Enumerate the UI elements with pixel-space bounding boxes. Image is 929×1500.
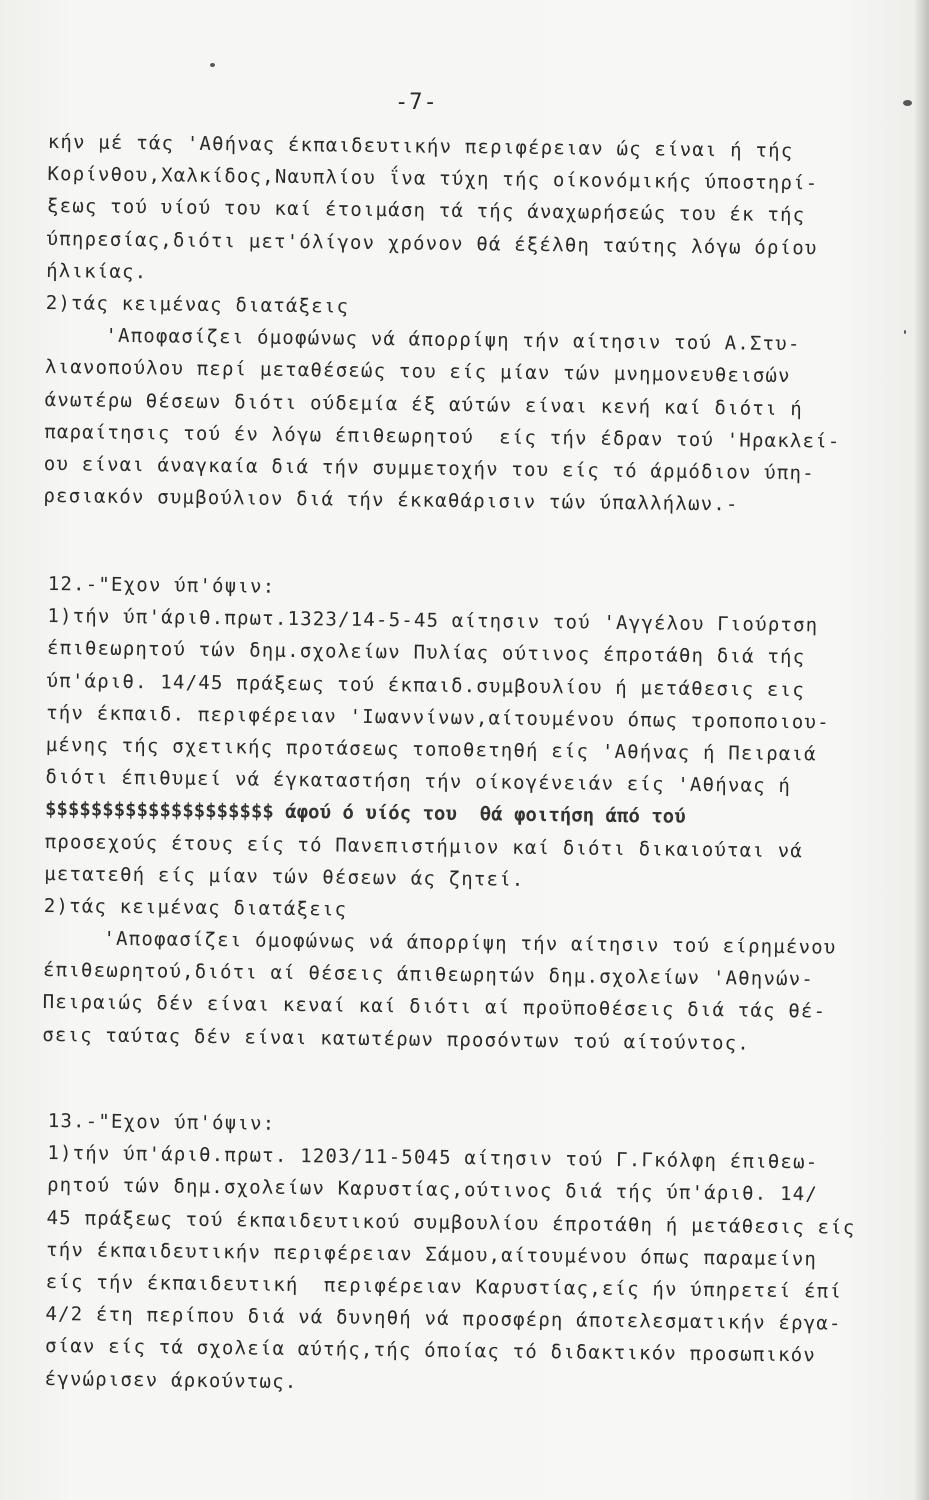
speck — [210, 63, 215, 67]
speck — [904, 330, 906, 334]
text-line: προσεχούς έτους είς τό Πανεπιστήμιον καί διότι δικαιούται νά — [44, 830, 804, 862]
text-line: $$$$$$$$$$$$$$$$$$$$ άφού ό υίός του θά φοιτήση άπό τού — [44, 798, 686, 829]
page-number: -7- — [395, 90, 438, 115]
text-line: σεις ταύτας δέν είναι κατωτέρων προσόντων τού αίτούντος. — [42, 1023, 751, 1055]
text-line: 'Αποφασίζει όμοφώνως νά άπορρίψη τήν αίτησιν τού Α.Στυ- — [105, 324, 801, 356]
text-line: 'Αποφασίζει όμοφώνως νά άπορρίψη τήν αίτησιν τού είρημένου — [103, 927, 837, 959]
text-line: μετατεθή είς μίαν τών θέσεων άς ζητεί. — [44, 862, 525, 891]
text-line: 2)τάς κειμένας διατάξεις — [45, 291, 350, 318]
text-line: λιανοπούλου περί μεταθέσεώς του είς μίαν τών μνημονευθεισών — [44, 356, 791, 388]
text-line: 2)τάς κειμένας διατάξεις — [43, 894, 348, 921]
page-edge-shadow — [915, 0, 929, 1500]
text-block-1 — [43, 126, 888, 522]
text-line: έπιθεωρητού,διότι αί θέσεις άπιθεωρητών δημ.σχολείων 'Αθηνών- — [42, 959, 815, 991]
text-line: ξεως τού υίού του καί έτοιμάση τά τής άναχωρήσεώς του έκ τής — [46, 195, 806, 227]
text-line: ου είναι άναγκαία διά τήν συμμετοχήν του είς τό άρμόδιον ύπη- — [43, 452, 815, 485]
text-line: 45 πράξεως τού έκπαιδευτικού συμβουλίου έπροτάθη ή μετάθεσις είς — [46, 1206, 856, 1239]
text-block-2 — [42, 568, 888, 1061]
text-line: ύπ'άριθ. 14/45 πράξεως τού έκπαιδ.συμβουλίου ή μετάθεσις εις — [46, 669, 806, 701]
text-line: σίαν είς τά σχολεία αύτής,τής όποίας τό διδακτικόν προσωπικόν — [44, 1335, 817, 1367]
text-line: ρεσιακόν συμβούλιον διά τήν έκκαθάρισιν τών ύπαλλήλων.- — [43, 485, 739, 516]
text-line: ύπηρεσίας,διότι μετ'όλίγον χρόνον θά έξέλθη ταύτης λόγω όρίου — [46, 227, 818, 259]
text-line: ρητού τών δημ.σχολείων Καρυστίας,ούτινος διά τής ύπ'άριθ. 14/ — [46, 1174, 819, 1206]
text-block-3 — [44, 1105, 887, 1405]
text-line: 13.-"Εχον ύπ'όψιν: — [47, 1109, 276, 1135]
text-line: 1)τήν ύπ'άριθ.πρωτ.1323/14-5-45 αίτησιν τού 'Αγγέλου Γιούρτση — [47, 605, 819, 637]
text-line: 1)τήν ύπ'άριθ.πρωτ. 1203/11-5045 αίτησιν τού Γ.Γκόλφη έπιθεω- — [47, 1142, 819, 1174]
text-line: 12.-"Εχον ύπ'όψιν: — [47, 572, 276, 598]
text-line: παραίτησις τού έν λόγω έπιθεωρητού είς τήν έδραν τού 'Ηρακλεί- — [44, 420, 841, 453]
text-line: τήν έκπαιδ. περιφέρειαν 'Ιωαννίνων,αίτουμένου όπως τροποποιου- — [46, 701, 830, 734]
text-line: έγνώρισεν άρκούντως. — [44, 1367, 298, 1393]
speck — [903, 100, 912, 106]
text-line: έπιθεωρητού τών δημ.σχολείων Πυλίας ούτινος έπροτάθη διά τής — [46, 637, 806, 669]
text-line: είς τήν έκπαιδευτική περιφέρειαν Καρυστίας,είς ήν ύπηρετεί έπί — [45, 1270, 843, 1303]
text-line: μένης τής σχετικής προτάσεως τοποθετηθή είς 'Αθήνας ή Πειραιά — [45, 733, 817, 766]
text-line: Κορίνθου,Χαλκίδος,Ναυπλίου ΐνα τύχη τής οίκονόμικής ύποστηρί- — [47, 163, 819, 195]
text-line: ήλικίας. — [46, 259, 148, 283]
text-line: τήν έκπαιδευτικήν περιφέρειαν Σάμου,αίτουμένου όπως παραμείνη — [46, 1238, 818, 1271]
text-line: Πειραιώς δέν είναι κεναί καί διότι αί προϋποθέσεις διά τάς θέ- — [42, 991, 827, 1023]
text-line: 4/2 έτη περίπου διά νά δυνηθή νά προσφέρη άποτελεσματικήν έργα- — [45, 1303, 842, 1335]
text-line: διότι έπιθυμεί νά έγκαταστήση τήν οίκογένειάν είς 'Αθήνας ή — [45, 766, 792, 798]
text-line: άνωτέρω θέσεων διότι ούδεμία έξ αύτών είναι κενή καί διότι ή — [44, 388, 804, 420]
text-line: κήν μέ τάς 'Αθήνας έκπαιδευτικήν περιφέρειαν ώς είναι ή τής — [47, 130, 794, 163]
